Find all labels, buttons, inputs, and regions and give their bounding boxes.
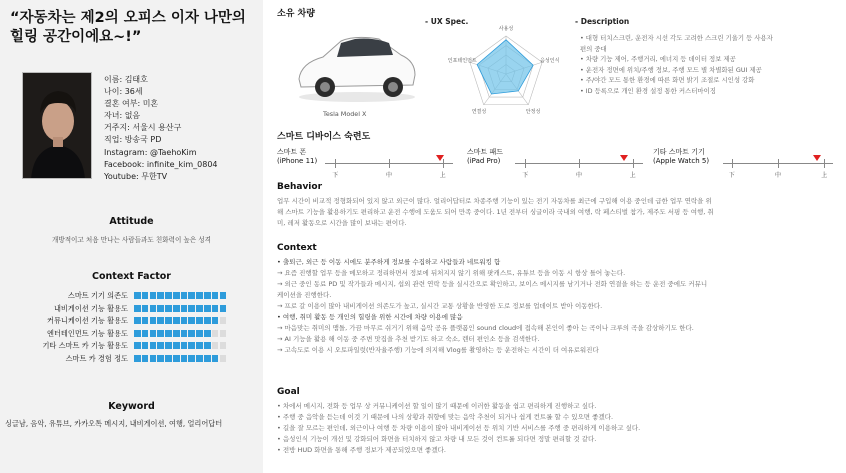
proficiency-scale — [515, 158, 643, 179]
persona-main — [263, 0, 846, 473]
device-name: 스마트 패드 — [467, 148, 504, 156]
context-factor-bar — [134, 355, 227, 362]
text-line: • 길을 잘 모르는 편인데, 외근이나 여행 등 차량 이용이 많아 내비게이션 등 위치 기반 서비스를 주행 중 편리하게 이용하고 싶다. — [277, 424, 641, 432]
text-line: • ID 등록으로 개인 환경 설정 통한 커스터마이징 — [580, 86, 716, 95]
vehicle-caption: Tesla Model X — [323, 110, 367, 118]
scale-tick — [335, 159, 336, 168]
devices-title: 스마트 디바이스 숙련도 — [277, 132, 371, 142]
context-factor-label: 스마트 기기 의존도 — [67, 291, 128, 300]
keyword-text: 싱글남, 음악, 유튜브, 카카오톡 메시지, 내비게이션, 여행, 얼리어답터 — [5, 419, 223, 428]
scale-tick — [389, 159, 390, 168]
behavior-title: Behavior — [277, 182, 323, 192]
scale-tick-label: 上 — [439, 172, 446, 179]
radar-axis-label: 안정성 — [525, 109, 541, 116]
text-line: • 주행 중 음악을 듣는데 이것 기 때문에 나의 상황과 취향에 맞는 음악 추천이 되거나 쉽게 컨트롤 할 수 있으면 좋겠다. — [277, 413, 614, 421]
context-factor-label: 기타 스마트 카 기능 활용도 — [42, 341, 128, 350]
scale-tick — [732, 159, 733, 168]
text-line: • 여행, 취미 활동 등 개인의 힐링을 위한 시간에 차량 이용에 많음 — [277, 313, 463, 321]
text-line: → 고속도로 이용 시 오토파일럿(반자율주행) 기능에 의지해 Vlog를 촬영하는 등 운전하는 시간이 더 여유로워진다 — [277, 346, 599, 354]
scale-tick — [778, 159, 779, 168]
device-model: (iPad Pro) — [467, 157, 501, 165]
scale-tick-label: 下 — [332, 172, 339, 179]
device-model: (Apple Watch 5) — [653, 157, 710, 165]
profile-age: 나이: 36세 — [104, 87, 143, 97]
profile-instagram: Instagram: @TaehoKim — [104, 147, 197, 157]
ux-spec-title: - UX Spec. — [425, 17, 469, 26]
context-factor-bar — [134, 342, 227, 349]
profile-residence: 거주지: 서울시 용산구 — [104, 123, 182, 133]
goal-title: Goal — [277, 387, 300, 397]
proficiency-marker — [813, 155, 821, 161]
context-text — [277, 257, 707, 356]
text-line: • 전방 HUD 화면을 통해 주행 정보가 제공되었으면 좋겠다. — [277, 446, 446, 454]
profile-youtube: Youtube: 무한TV — [104, 171, 168, 181]
persona-photo — [22, 72, 92, 179]
profile-info — [104, 74, 218, 183]
text-line: 해 스마트 기능을 활용하기도 편리하고 운전 수행에 도움도 되어 만족 중이다. 1년 전부터 싱글이라 국내외 여행, 락 페스티벌 참가, 제주도 서핑 등 여행, 취 — [277, 208, 714, 216]
text-line: → 마음맞는 취미의 맴돌, 가끔 마무르 쉬거기 위해 음악 공유 플랫폼인 sound cloud에 접속해 본인이 좋아 는 곡이나 크루의 곡을 감상하기도 한다. — [277, 324, 694, 332]
device-name: 스마트 폰 — [277, 148, 307, 156]
context-factor-title: Context Factor — [92, 271, 171, 282]
device-label — [653, 148, 709, 166]
scale-tick — [525, 159, 526, 168]
scale-tick-label: 中 — [775, 172, 782, 179]
goal-text — [277, 401, 640, 456]
profile-children: 자녀: 없음 — [104, 111, 141, 121]
device-model: (iPhone 11) — [277, 157, 318, 165]
device-label — [467, 148, 503, 166]
text-line: • 음성인식 기능이 개선 및 강화되어 화면을 터치하지 않고 차량 내 모든 것이 컨트롤 되다면 정말 편리할 것 같다. — [277, 435, 597, 443]
context-factor-label: 커뮤니케이션 기능 활용도 — [47, 316, 128, 325]
persona-quote: “자동차는 제2의 오피스 이자 나만의 힐링 공간이에요~!” — [10, 10, 246, 45]
profile-marital: 결혼 여부: 미혼 — [104, 99, 159, 109]
text-line: • 주/야간 모드 통한 환경에 따른 화면 밝기 조절로 시인성 강화 — [580, 76, 755, 84]
scale-tick-label: 中 — [386, 172, 393, 179]
scale-tick-label: 上 — [821, 172, 828, 179]
device-label — [277, 148, 317, 166]
text-line: → 요즘 진행할 업무 등을 메모하고 정리하면서 정보에 뒤처지지 않기 위해 팟캐스트, 유튜브 등을 이동 시 항상 틀어 놓는다. — [277, 269, 626, 277]
profile-facebook: Facebook: infinite_kim_0804 — [104, 159, 218, 169]
profile-name: 이름: 김태호 — [104, 75, 148, 84]
text-line: 업무 시간이 비교적 정형화되어 있지 않고 외근이 많다. 얼리어답터로 차종주행 기능이 있는 전기 자동차를 최근에 구입해 이용 중인데 급한 업무 연락을 위 — [277, 197, 712, 205]
radar-axis-label: 연결성 — [471, 109, 487, 116]
text-line: • 차에서 메시지, 전화 등 업무 상 커뮤니케이션 할 일이 많기 때문에 이러한 활동을 쉽고 편리하게 진행하고 싶다. — [277, 402, 597, 410]
proficiency-scale — [723, 158, 833, 179]
vehicle-title: 소유 차량 — [277, 9, 315, 19]
car-image — [293, 27, 421, 107]
context-title: Context — [277, 243, 317, 253]
proficiency-marker — [620, 155, 628, 161]
behavior-text — [277, 196, 714, 229]
scale-tick-label: 下 — [522, 172, 529, 179]
context-factor-label: 엔터테인먼트 기능 활용도 — [47, 328, 128, 338]
text-line: → 프로 갈 이용이 많아 내비게이션 의존도가 높고, 실시간 교통 상황을 반영한 도로 정보를 업데이트 받아 이동한다. — [277, 302, 603, 310]
scale-tick-label: 上 — [629, 172, 636, 179]
scale-tick-label: 中 — [576, 172, 583, 179]
device-name: 기타 스마트 기기 — [653, 148, 705, 156]
text-line: 미, 레저 활동으로 시간을 많이 보내는 편이다. — [277, 219, 407, 227]
context-factor-bar — [134, 330, 227, 337]
keyword-title: Keyword — [108, 401, 155, 412]
attitude-title: Attitude — [109, 216, 154, 227]
ux-spec-radar-chart — [446, 20, 566, 122]
text-line: → AI 기능을 활용 해 이동 중 주변 맛집을 추천 받기도 하고 숙소, 렌터 편인소 등을 검색한다. — [277, 335, 540, 343]
text-line: • 운전자 정면에 위치/주행 정보, 주행 모드 별 차별화된 GUI 제공 — [580, 65, 762, 74]
proficiency-scale — [325, 158, 453, 179]
text-line: • 대형 터치스크린, 운전자 시선 각도 고려한 스크린 기울기 등 사용자 — [580, 34, 773, 42]
profile-job: 직업: 방송국 PD — [104, 135, 162, 145]
scale-tick — [579, 159, 580, 168]
proficiency-marker — [436, 155, 444, 161]
text-line: • 차량 기능 제어, 주행거리, 에너지 등 데이터 정보 제공 — [580, 55, 736, 63]
scale-tick — [824, 159, 825, 168]
radar-axis-label: 음성인식 — [540, 57, 560, 64]
context-factor-label: 내비게이션 기능 활용도 — [53, 303, 128, 313]
text-line: • 출퇴근, 외근 등 이동 시에도 분주하게 정보를 수집하고 사람들과 네트워킹 함 — [277, 258, 501, 266]
persona-sidebar — [0, 0, 263, 473]
attitude-text: 개방적이고 처음 만나는 사람들과도 친화력이 높은 성격 — [51, 236, 212, 244]
text-line: 케이션을 진행한다. — [277, 291, 332, 299]
context-factor-label: 스마트 카 경험 정도 — [65, 353, 128, 363]
scale-tick — [633, 159, 634, 168]
description-title: - Description — [575, 17, 630, 26]
context-factor-bar — [134, 305, 227, 312]
radar-axis-label: 인포테인먼트 — [447, 57, 477, 64]
context-factor-bar — [134, 317, 227, 324]
description-list — [580, 33, 843, 96]
context-factor-bar — [134, 292, 227, 299]
radar-axis-label: 사용성 — [498, 26, 514, 32]
text-line: 편의 중대 — [580, 44, 607, 53]
text-line: → 외근 중인 동료 PD 및 작가들과 메시지, 섭외 관련 연락 등을 실시간으로 확인하고, 보이스 메시지를 남기거나 전화 연결을 하는 등 운전 중에도 커뮤니 — [277, 280, 708, 288]
scale-tick-label: 下 — [728, 172, 735, 179]
